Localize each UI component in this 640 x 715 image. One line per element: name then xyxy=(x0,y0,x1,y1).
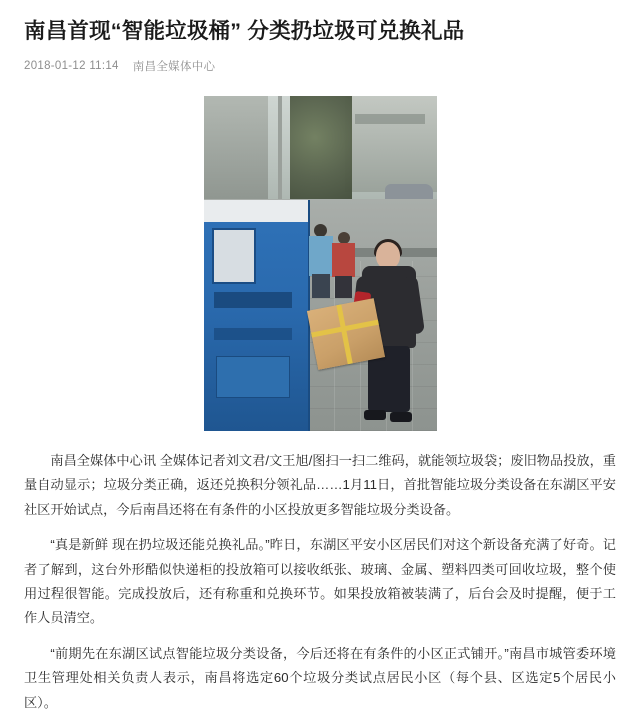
photo-tree xyxy=(290,96,352,200)
photo-bin-slot-lower xyxy=(214,328,292,340)
paragraph-3: “前期先在东湖区试点智能垃圾分类设备，今后还将在有条件的小区正式铺开。”南昌市城管委环境卫生管理处相关负责人表示，南昌将选定60个垃圾分类试点居民小区（每个县、区选定5个居民小区）。 xyxy=(24,645,616,710)
article-body xyxy=(24,449,616,715)
photo-bin-slot-upper xyxy=(214,292,292,308)
photo-pole xyxy=(278,96,282,214)
photo-building-left xyxy=(204,96,268,204)
publish-date: 2018-01-12 11:14 xyxy=(24,59,119,72)
article-source: 南昌全媒体中心 xyxy=(132,60,216,73)
photo-person-background-left xyxy=(308,224,334,298)
article-meta xyxy=(24,58,616,74)
photo-bin-top xyxy=(204,200,308,222)
page-title: 南昌首现“智能垃圾桶” 分类扔垃圾可兑换礼品 xyxy=(24,19,465,43)
paragraph-1: 南昌全媒体中心讯 全媒体记者刘文君/文王旭/图扫一扫二维码，就能领垃圾袋；废旧物品投放，重量自动显示；垃圾分类正确，返还兑换积分领礼品……1月11日，首批智能垃圾分类设备在东湖区平安社区开始试点，今后南昌还将在有条件的小区投放更多智能垃圾分类设备。 xyxy=(24,452,616,517)
photo-building-right xyxy=(345,96,437,192)
photo-bin-label xyxy=(216,356,290,398)
photo-bin-screen xyxy=(212,228,256,284)
paragraph-2: “真是新鲜 现在扔垃圾还能兑换礼品。”昨日，东湖区平安小区居民们对这个新设备充满了好奇。记者了解到，这台外形酷似快递柜的投放箱可以接收纸张、玻璃、金属、塑料四类可回收垃圾，整个使用过程很智能。完成投放后，还有称重和兑换环节。如果投放箱被装满了，后台会及时提醒，便于工作人员清空。 xyxy=(24,537,616,626)
article-photo xyxy=(204,96,437,431)
photo-cardboard-box xyxy=(306,298,384,370)
